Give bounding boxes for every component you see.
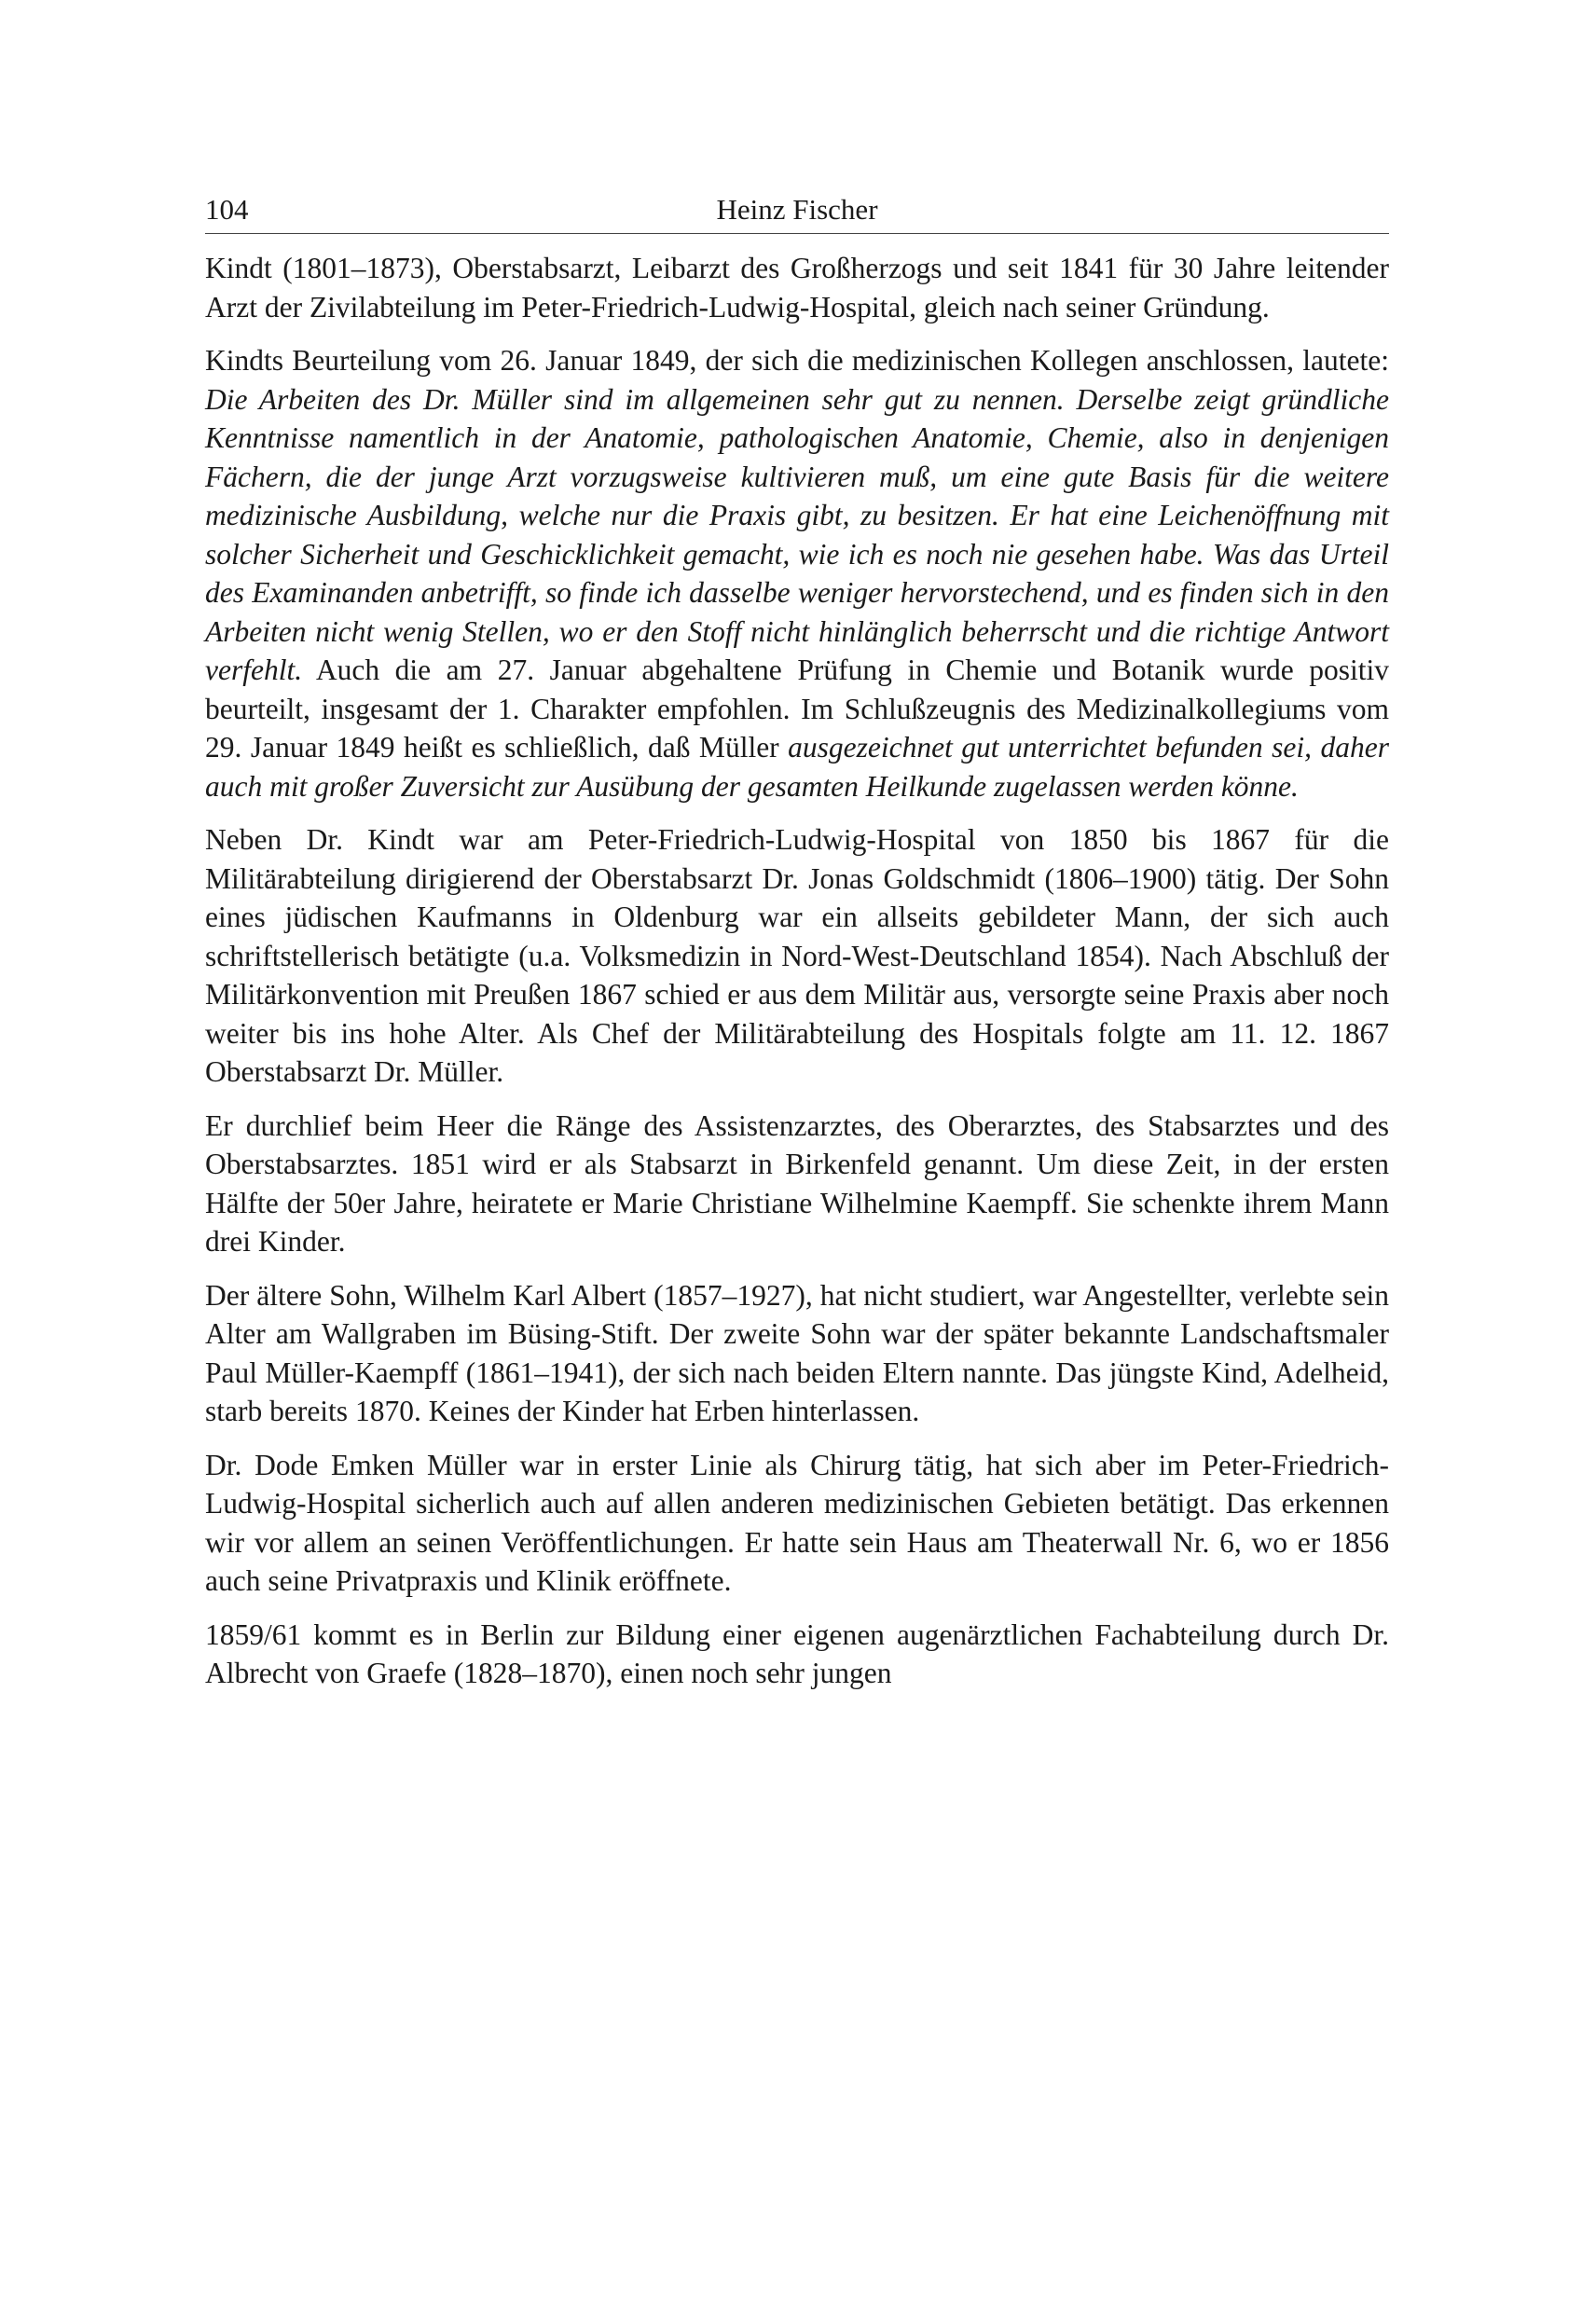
- paragraph-2-middle: Auch die am 27. Januar abgehaltene Prüfung in Chemie und Botanik wurde positiv beurteilt, insgesamt der 1. Charakter empfohlen. Im Schlußzeugnis des Medizinalkollegiums vom 29. Januar 1849 heißt es schließlich, daß Müller: [205, 654, 1389, 764]
- paragraph-4: Er durchlief beim Heer die Ränge des Assistenzarztes, des Oberarztes, des Stabsarztes und des Oberstabsarztes. 1851 wird er als Stabsarzt in Birkenfeld genannt. Um diese Zeit, in der ersten Hälfte der 50er Jahre, heiratete er Marie Christiane Wilhelmine Kaempff. Sie schenkte ihrem Mann drei Kinder.: [205, 1108, 1389, 1258]
- paragraph-2-intro: Kindts Beurteilung vom 26. Januar 1849, der sich die medizinischen Kollegen anschlossen, lautete:: [205, 344, 1389, 377]
- book-page: [205, 186, 1389, 2237]
- paragraph-5: Der ältere Sohn, Wilhelm Karl Albert (1857–1927), hat nicht studiert, war Angestellter, verlebte sein Alter am Wallgraben im Büsing-Stift. Der zweite Sohn war der später bekannte Landschaftsmaler Paul Müller-Kaempff (1861–1941), der sich nach beiden Eltern nannte. Das jüngste Kind, Adelheid, starb bereits 1870. Keines der Kinder hat Erben hinterlassen.: [205, 1278, 1389, 1427]
- running-head-author: Heinz Fischer: [716, 193, 878, 226]
- paragraph-2: [205, 341, 1389, 805]
- paragraph-3: Neben Dr. Kindt war am Peter-Friedrich-Ludwig-Hospital von 1850 bis 1867 für die Militärabteilung dirigierend der Oberstabsarzt Dr. Jonas Goldschmidt (1806–1900) tätig. Der Sohn eines jüdischen Kaufmanns in Oldenburg war ein allseits gebildeter Mann, der sich auch schriftstellerisch betätigte (u.a. Volksmedizin in Nord-West-Deutschland 1854). Nach Abschluß der Militärkonvention mit Preußen 1867 schied er aus dem Militär aus, versorgte seine Praxis aber noch weiter bis ins hohe Alter. Als Chef der Militärabteilung des Hospitals folgte am 11. 12. 1867 Oberstabsarzt Dr. Müller.: [205, 823, 1389, 1088]
- quoted-assessment: Die Arbeiten des Dr. Müller sind im allgemeinen sehr gut zu nennen. Derselbe zeigt gründliche Kenntnisse namentlich in der Anatomie, pathologischen Anatomie, Chemie, also in denjenigen Fächern, die der junge Arzt vorzugsweise kultivieren muß, um eine gute Basis für die weitere medizinische Ausbildung, welche nur die Praxis gibt, zu besitzen. Er hat eine Leichenöffnung mit solcher Sicherheit und Geschicklichkeit gemacht, wie ich es noch nie gesehen habe. Was das Urteil des Examinanden anbetrifft, so finde ich dasselbe weniger hervorstechend, und es finden sich in den Arbeiten nicht wenig Stellen, wo er den Stoff nicht hinlänglich beherrscht und die richtige Antwort verfehlt.: [205, 382, 1389, 686]
- page-number: 104: [205, 193, 249, 226]
- paragraph-7: 1859/61 kommt es in Berlin zur Bildung einer eigenen augenärztlichen Fachabteilung durch Dr. Albrecht von Graefe (1828–1870), einen noch sehr jungen: [205, 1617, 1389, 1689]
- quoted-certificate: ausgezeichnet gut unterrichtet befunden sei, daher auch mit großer Zuversicht zur Ausübung der gesamten Heilkunde zugelassen werden könne.: [205, 731, 1389, 803]
- paragraph-1: Kindt (1801–1873), Oberstabsarzt, Leibarzt des Großherzogs und seit 1841 für 30 Jahre leitender Arzt der Zivilabteilung im Peter-Friedrich-Ludwig-Hospital, gleich nach seiner Gründung.: [205, 252, 1389, 323]
- body-text: [205, 249, 1389, 1693]
- running-head: [205, 186, 1389, 234]
- paragraph-6: Dr. Dode Emken Müller war in erster Linie als Chirurg tätig, hat sich aber im Peter-Friedrich-Ludwig-Hospital sicherlich auch auf allen anderen medizinischen Gebieten betätigt. Das erkennen wir vor allem an seinen Veröffentlichungen. Er hatte sein Haus am Theaterwall Nr. 6, wo er 1856 auch seine Privatpraxis und Klinik eröffnete.: [205, 1448, 1389, 1597]
